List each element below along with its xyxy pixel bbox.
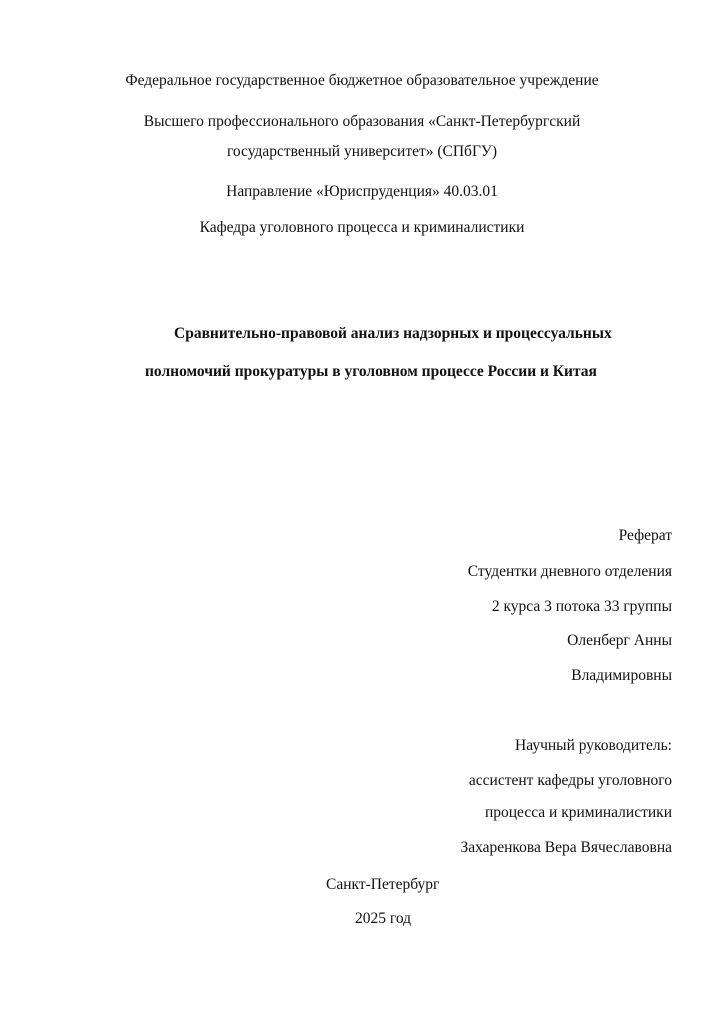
supervisor-label: Научный руководитель:	[515, 737, 672, 754]
institution-line-3: государственный университет» (СПбГУ)	[226, 143, 498, 160]
title-line-1: Сравнительно-правовой анализ надзорных и процессуальных	[174, 325, 612, 342]
supervisor-name: Захаренкова Вера Вячеславовна	[460, 839, 672, 856]
year-line: 2025 год	[355, 910, 412, 927]
title-line-2: полномочий прокуратуры в уголовном процессе России и Китая	[145, 363, 597, 380]
direction-line: Направление «Юриспруденция» 40.03.01	[226, 183, 498, 200]
supervisor-position-line-2: процесса и криминалистики	[484, 804, 672, 821]
institution-line-1: Федеральное государственное бюджетное образовательное учреждение	[125, 72, 599, 89]
work-type: Реферат	[618, 527, 672, 544]
institution-line-2: Высшего профессионального образования «Санкт-Петербургский	[143, 113, 581, 130]
author-name-line-2: Владимировны	[571, 667, 672, 684]
student-line-1: Студентки дневного отделения	[467, 563, 672, 580]
student-line-2: 2 курса 3 потока 33 группы	[491, 598, 672, 615]
department-line: Кафедра уголовного процесса и криминалистики	[199, 219, 525, 236]
city-line: Санкт-Петербург	[326, 876, 440, 893]
supervisor-position-line-1: ассистент кафедры уголовного	[468, 772, 672, 789]
author-name-line-1: Оленберг Анны	[567, 632, 672, 649]
